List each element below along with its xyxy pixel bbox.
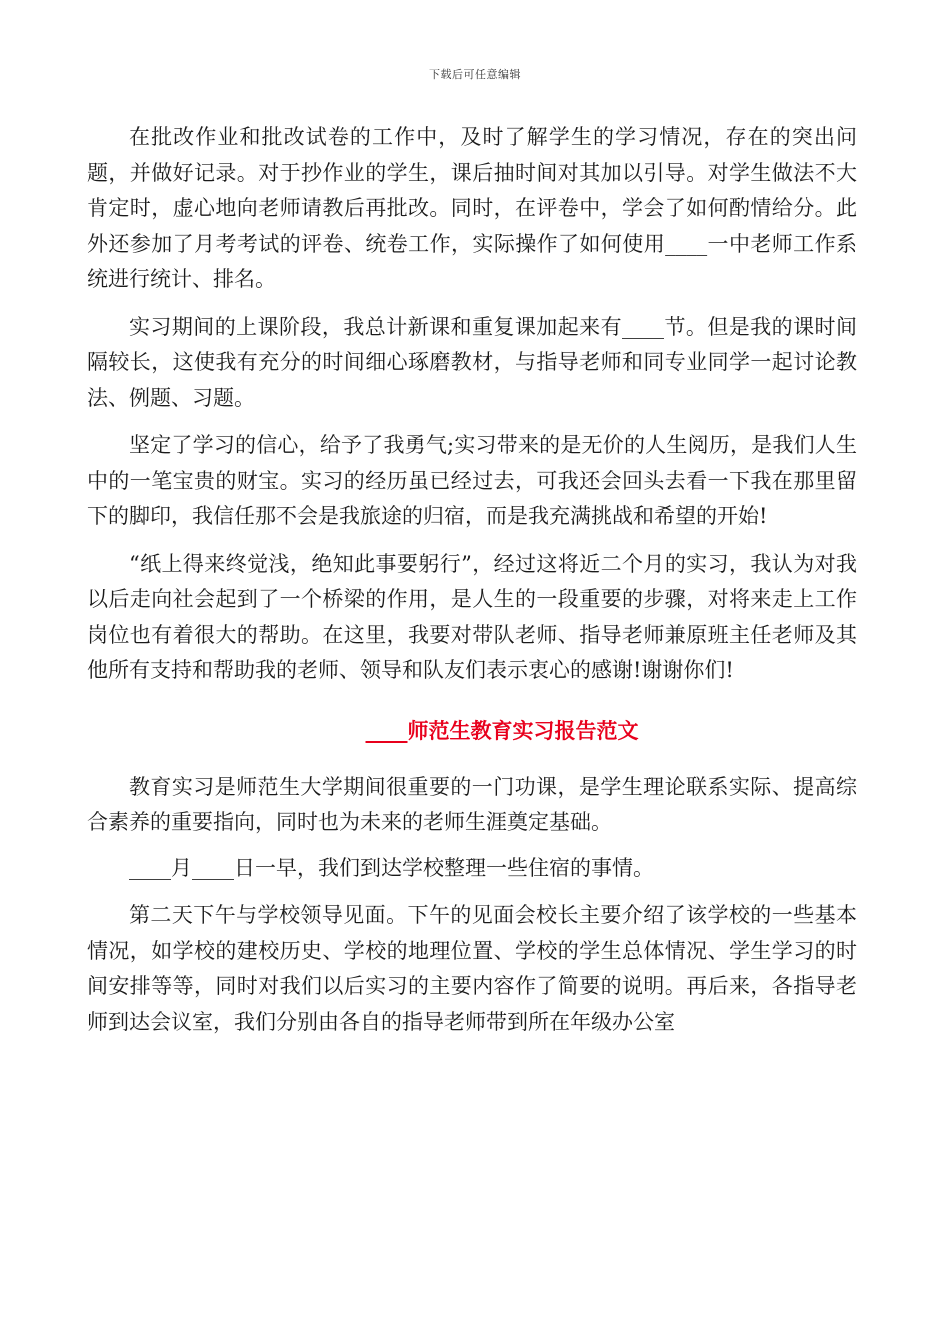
paragraph-teaching-period: 实习期间的上课阶段，我总计新课和重复课加起来有____节。但是我的课时间隔较长，这使我有充分的时间细心琢磨教材，与指导老师和同专业同学一起讨论教法、例题、习题。 (87, 314, 857, 410)
paragraph-meeting: 第二天下午与学校领导见面。下午的见面会校长主要介绍了该学校的一些基本情况，如学校的建校历史、学校的地理位置、学校的学生总体情况、学生学习的时间安排等等，同时对我们以后实习的主要内容作了简要的说明。再后来，各指导老师到达会议室，我们分别由各自的指导老师带到所在年级办公室 (87, 903, 857, 1034)
paragraph-arrival: ____月____日一早，我们到达学校整理一些住宿的事情。 (129, 855, 654, 880)
page-header: 下载后可任意编辑 (429, 68, 521, 81)
paragraph-intro: 教育实习是师范生大学期间很重要的一门功课，是学生理论联系实际、提高综合素养的重要指向，同时也为未来的老师生涯奠定基础。 (87, 774, 857, 834)
document-body (87, 120, 857, 1040)
section-title: ____师范生教育实习报告范文 (365, 717, 639, 743)
paragraph-grading: 在批改作业和批改试卷的工作中，及时了解学生的学习情况，存在的突出问题，并做好记录。对于抄作业的学生，课后抽时间对其加以引导。对学生做法不大肯定时，虚心地向老师请教后再批改。同时，在评卷中，学会了如何酌情给分。此外还参加了月考考试的评卷、统卷工作，实际操作了如何使用____一中老师工作系统进行统计、排名。 (87, 125, 857, 291)
paragraph-confidence: 坚定了学习的信心，给予了我勇气;实习带来的是无价的人生阅历，是我们人生中的一笔宝贵的财宝。实习的经历虽已经过去，可我还会回头去看一下我在那里留下的脚印，我信任那不会是我旅途的归宿，而是我充满挑战和希望的开始! (87, 433, 857, 528)
paragraph-gratitude: “纸上得来终觉浅，绝知此事要躬行”，经过这将近二个月的实习，我认为对我以后走向社会起到了一个桥梁的作用，是人生的一段重要的步骤，对将来走上工作岗位也有着很大的帮助。在这里，我要对带队老师、指导老师兼原班主任老师及其他所有支持和帮助我的老师、领导和队友们表示衷心的感谢!谢谢你们! (87, 551, 857, 682)
